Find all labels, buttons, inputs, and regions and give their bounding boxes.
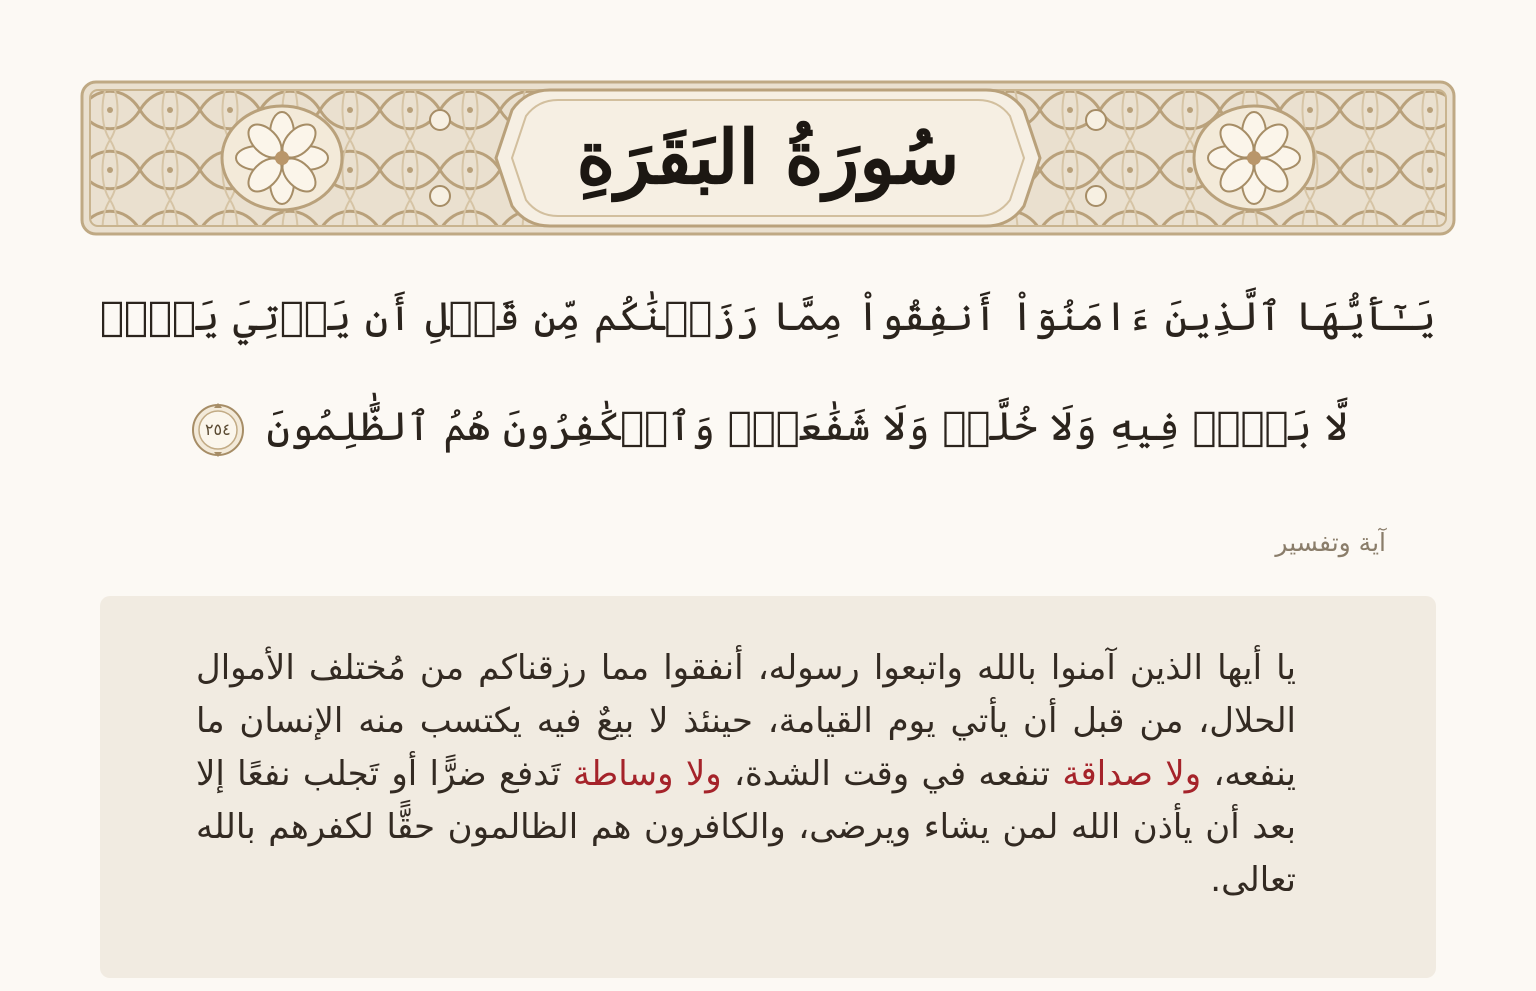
tafsir-highlight-1: ولا صداقة xyxy=(1062,754,1202,794)
section-label: آية وتفسير xyxy=(1275,528,1386,557)
tafsir-box xyxy=(100,596,1436,978)
tafsir-text-part-2: تنفعه في وقت الشدة، xyxy=(721,754,1063,794)
verse-text-block xyxy=(100,262,1436,482)
tafsir-text-part-3: تَدفع ضرًّا أو تَجلب نفعًا إلا بعد أن يأذن الله لمن يشاء ويرضى، والكافرون هم الظالمون حقًّا لكفرهم بالله تعالى. xyxy=(196,754,1296,900)
tafsir-text xyxy=(196,642,1296,907)
verse-number-icon xyxy=(188,400,248,460)
left-rosette xyxy=(222,106,342,210)
verse-number: ٢٥٤ xyxy=(204,420,231,439)
tafsir-highlight-2: ولا وساطة xyxy=(572,754,722,794)
surah-header-banner xyxy=(80,80,1456,236)
verse-text: يَـٰٓأَيُّهَا ٱلَّذِينَ ءَامَنُوٓاْ أَنفِقُواْ مِمَّا رَزَقۡنَٰكُم مِّن قَبۡلِ أَن يَأۡتِيَ يَوۡمٞ لَّا بَيۡعٞ فِيهِ وَلَا خُلَّةٞ وَلَا شَفَٰعَةٞۗ وَٱلۡكَٰفِرُونَ هُمُ ٱلظَّٰلِمُونَ xyxy=(100,294,1436,450)
tafsir-text-part-1: يا أيها الذين آمنوا بالله واتبعوا رسوله، أنفقوا مما رزقناكم من مُختلف الأموال الحلال، من قبل أن يأتي يوم القيامة، حينئذ لا بيعٌ فيه يكتسب منه الإنسان ما ينفعه، xyxy=(196,648,1296,794)
surah-title: سُورَةُ البَقَرَةِ xyxy=(576,115,960,201)
right-rosette xyxy=(1194,106,1314,210)
